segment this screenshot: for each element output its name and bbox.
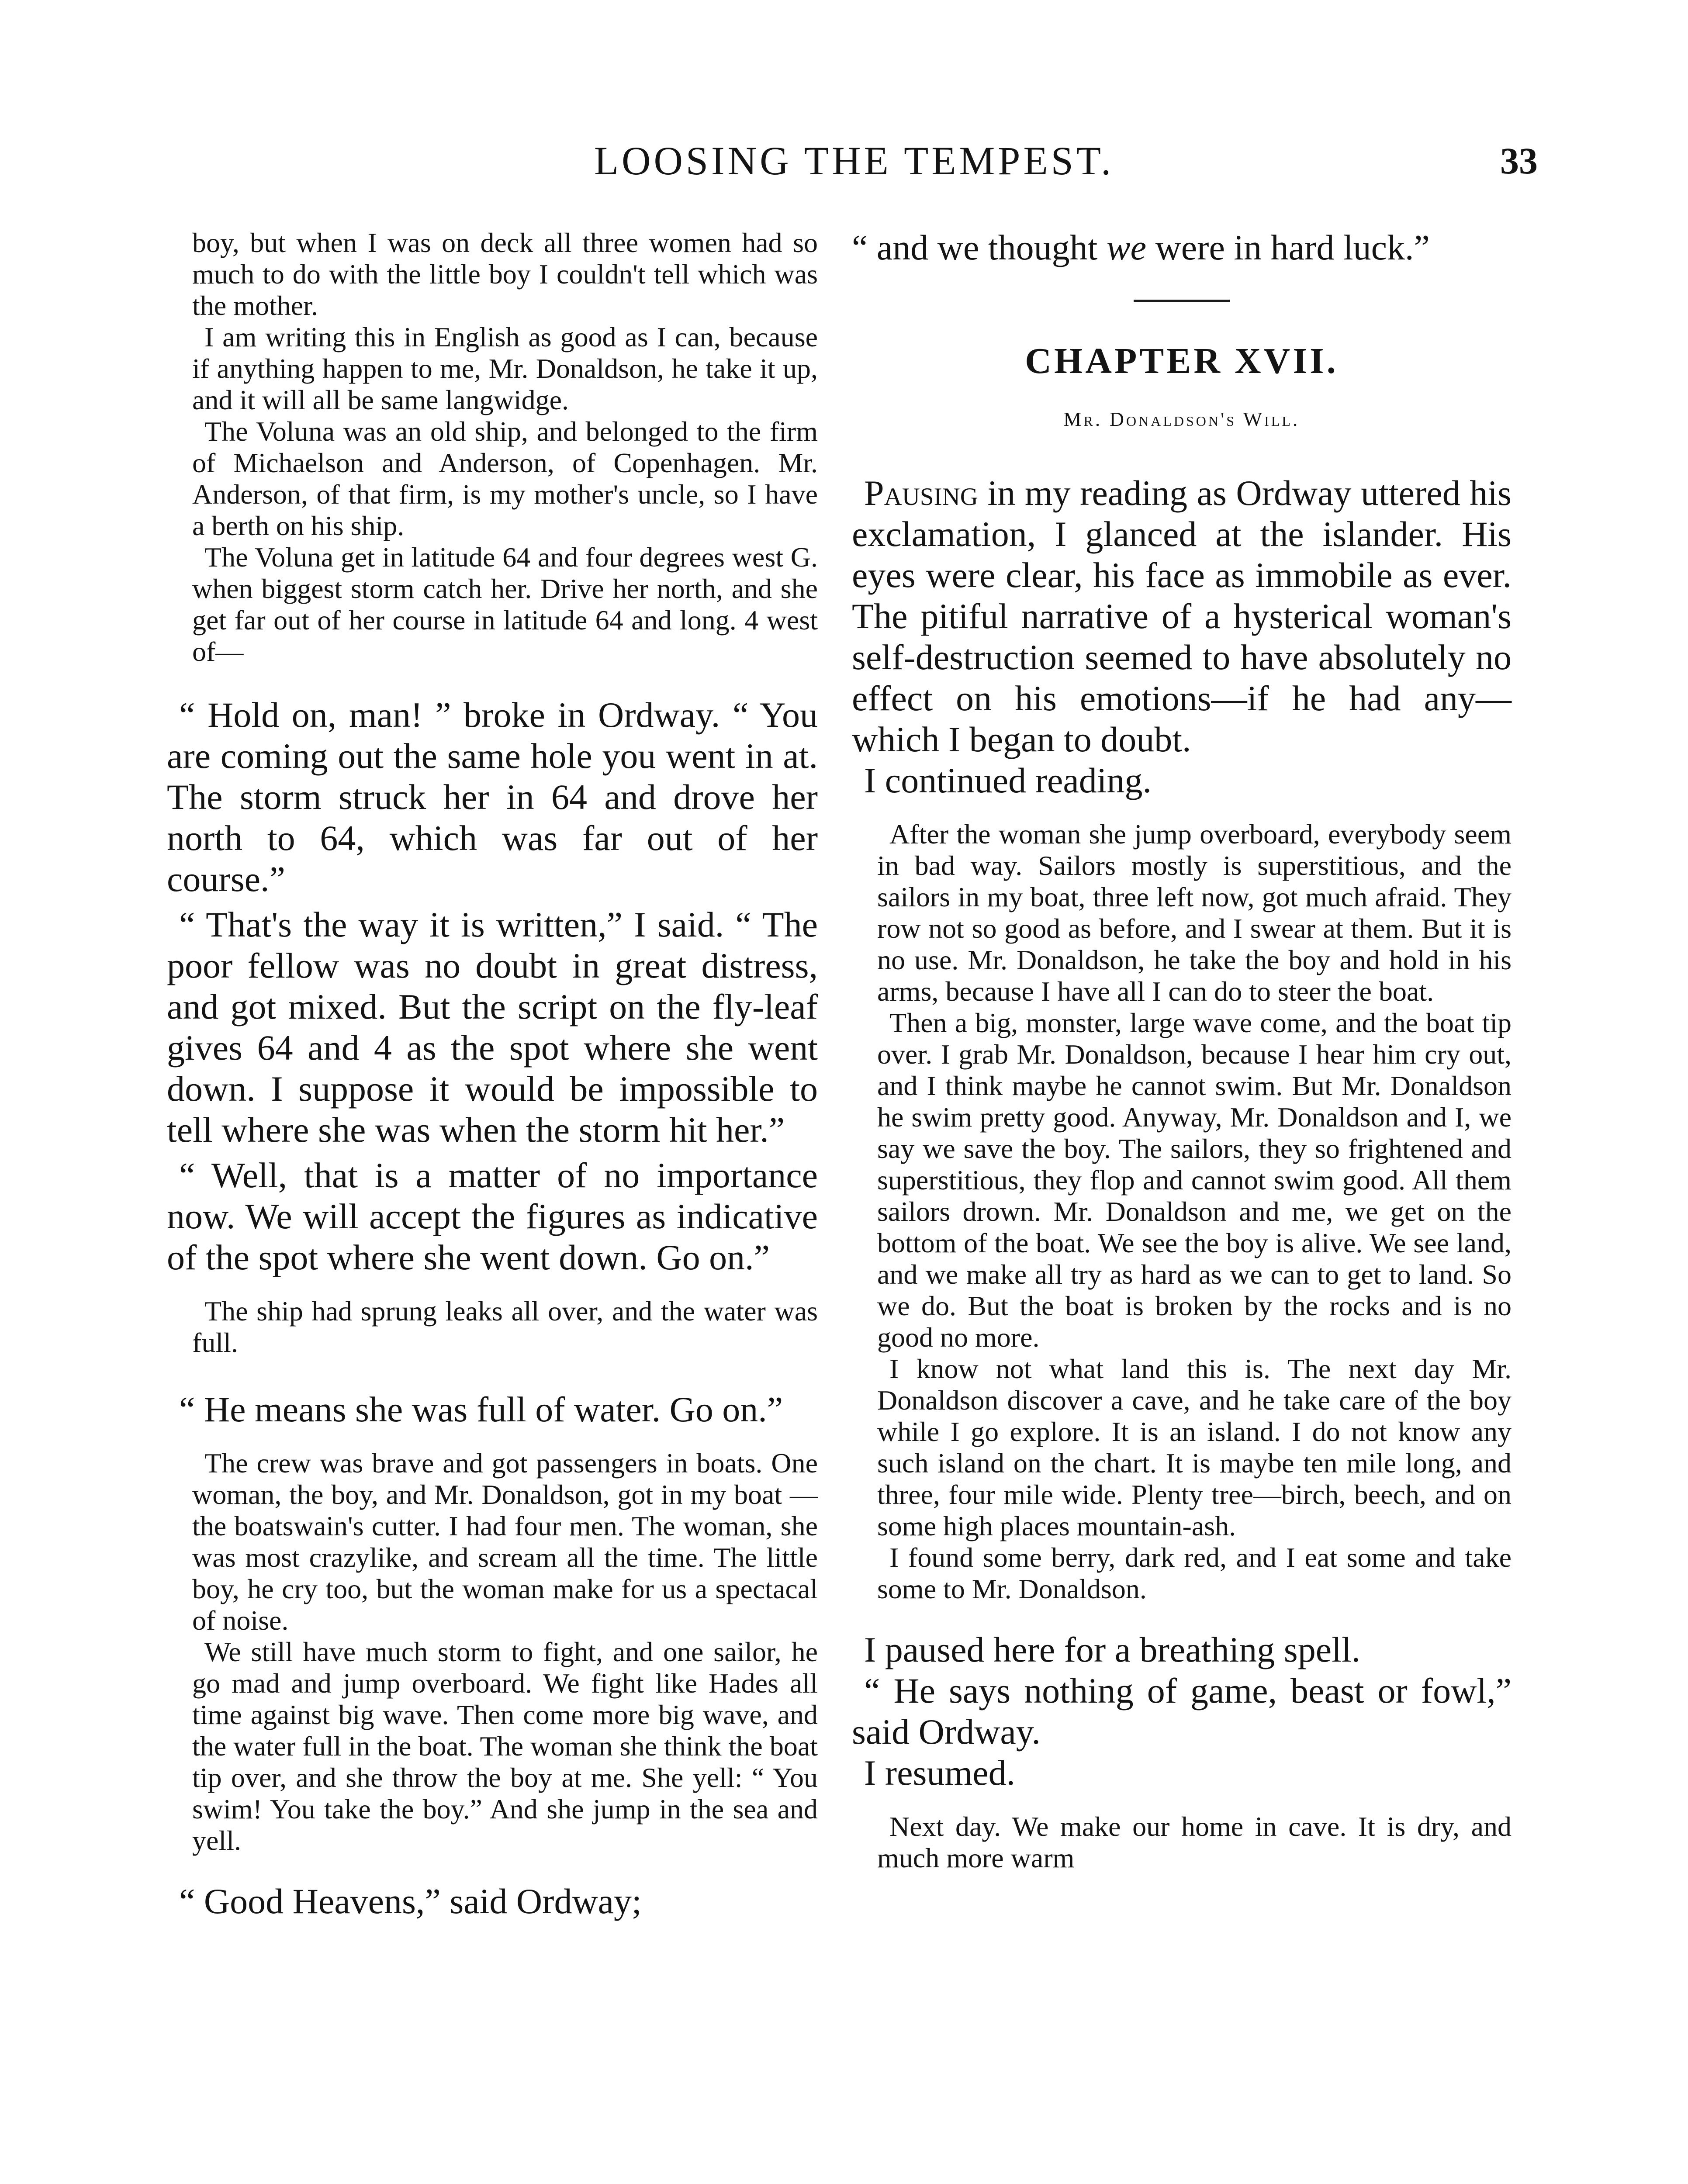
letter-paragraph: I found some berry, dark red, and I eat some and take some to Mr. Donaldson. [877,1542,1512,1604]
narrative-paragraph [852,227,1512,268]
narrative-paragraph: “ Well, that is a matter of no importance now. We will accept the figures as indicative of the spot where she went down. Go on.” [167,1155,818,1277]
section-divider [1134,300,1230,302]
letter-paragraph: The crew was brave and got passengers in boats. One woman, the boy, and Mr. Donaldson, got in my boat — the boatswain's cutter. I had four men. The woman, she was most crazylike, and scream all the time. The little boy, he cry too, but the woman make for us a spectacal of noise. [192,1448,818,1636]
letter-excerpt-3 [167,1448,818,1856]
letter-paragraph: I am writing this in English as good as I can, because if anything happen to me, Mr. Donaldson, he take it up, and it will all be same langwidge. [192,321,818,415]
letter-excerpt-2 [167,1296,818,1358]
chapter-subtitle: Mr. Donaldson's Will. [1063,408,1300,430]
running-title: LOOSING THE TEMPEST. [594,138,1114,183]
opening-text: in my reading as Ordway uttered his exclamation, I glanced at the islander. His eyes were clear, his face as immobile as ever. The pitiful narrative of a hysterical woman's self-destruction seemed to have absolutely no effect on his emotions—if he had any—which I began to doubt. [852,473,1512,759]
narrative-text: “ and we thought [852,228,1107,267]
narrative-paragraph: “ Hold on, man! ” broke in Ordway. “ You are coming out the same hole you went in at. The storm struck her in 64 and drove her north to 64, which was far out of her course.” [167,695,818,899]
narrative-block-1 [167,695,818,1278]
chapter-heading: CHAPTER XVII. [1025,341,1339,381]
letter-paragraph: I know not what land this is. The next day Mr. Donaldson discover a cave, and he take care of the boy while I go explore. It is an island. I do not know any such island on the chart. It is maybe ten mile long, and three, four mile wide. Plenty tree—birch, beech, and on some high places mountain-ash. [877,1353,1512,1541]
letter-excerpt-4 [852,819,1512,1605]
narrative-paragraph: “ Good Heavens,” said Ordway; [179,1881,642,1921]
letter-paragraph: The Voluna was an old ship, and belonged to the firm of Michaelson and Anderson, of Copenhagen. Mr. Anderson, of that firm, is my mother's uncle, so I have a berth on his ship. [192,416,818,541]
narrative-paragraph: I resumed. [864,1753,1016,1793]
letter-excerpt-1 [167,227,818,667]
narrative-paragraph: “ He means she was full of water. Go on.” [179,1389,783,1429]
letter-paragraph: The ship had sprung leaks all over, and the water was full. [192,1296,818,1358]
page-number: 33 [1500,140,1538,182]
right-column [852,227,1512,1891]
narrative-paragraph: I paused here for a breathing spell. [864,1630,1361,1669]
narrative-text: were in hard luck.” [1146,228,1430,267]
chapter-opening-paragraph [852,473,1512,760]
letter-paragraph: After the woman she jump overboard, everybody seem in bad way. Sailors mostly is superstitious, and the sailors in my boat, three left now, got much afraid. They row not so good as before, and I swear at them. But it is no use. Mr. Donaldson, he take the boy and hold in his arms, because I have all I can do to steer the boat. [877,819,1512,1007]
letter-paragraph: boy, but when I was on deck all three women had so much to do with the little boy I couldn't tell which was the mother. [192,227,818,321]
narrative-paragraph: “ That's the way it is written,” I said. “ The poor fellow was no doubt in great distress, and got mixed. But the script on the fly-leaf gives 64 and 4 as the spot where she went down. I suppose it would be impossible to tell where she was when the storm hit her.” [167,905,818,1150]
letter-excerpt-5 [852,1811,1512,1874]
emphasis-text: we [1106,228,1147,267]
letter-paragraph: We still have much storm to fight, and one sailor, he go mad and jump overboard. We fight like Hades all time against big wave. Then come more big wave, and the water full in the boat. The woman she think the boat tip over, and she throw the boy at me. She yell: “ You swim! You take the boy.” And she jump in the sea and yell. [192,1636,818,1856]
opening-lead-word: Pausing [864,473,978,513]
left-column [167,227,818,1922]
narrative-paragraph: I continued reading. [864,760,1152,800]
letter-paragraph: Next day. We make our home in cave. It is dry, and much more warm [877,1811,1512,1873]
letter-paragraph: Then a big, monster, large wave come, and the boat tip over. I grab Mr. Donaldson, because I hear him cry out, and I think maybe he cannot swim. But Mr. Donaldson he swim pretty good. Anyway, Mr. Donaldson and I, we say we save the boy. The sailors, they so frightened and superstitious, they flop and cannot swim good. All them sailors drown. Mr. Donaldson and me, we get on the bottom of the boat. We see the boy is alive. We see land, and we make all try as hard as we can to get to land. So we do. But the boat is broken by the rocks and is no good no more. [877,1007,1512,1353]
narrative-paragraph: “ He says nothing of game, beast or fowl,” said Ordway. [852,1671,1512,1752]
narrative-block-2 [852,1629,1512,1794]
letter-paragraph: The Voluna get in latitude 64 and four degrees west G. when biggest storm catch her. Drive her north, and she get far out of her course in latitude 64 and long. 4 west of— [192,542,818,667]
